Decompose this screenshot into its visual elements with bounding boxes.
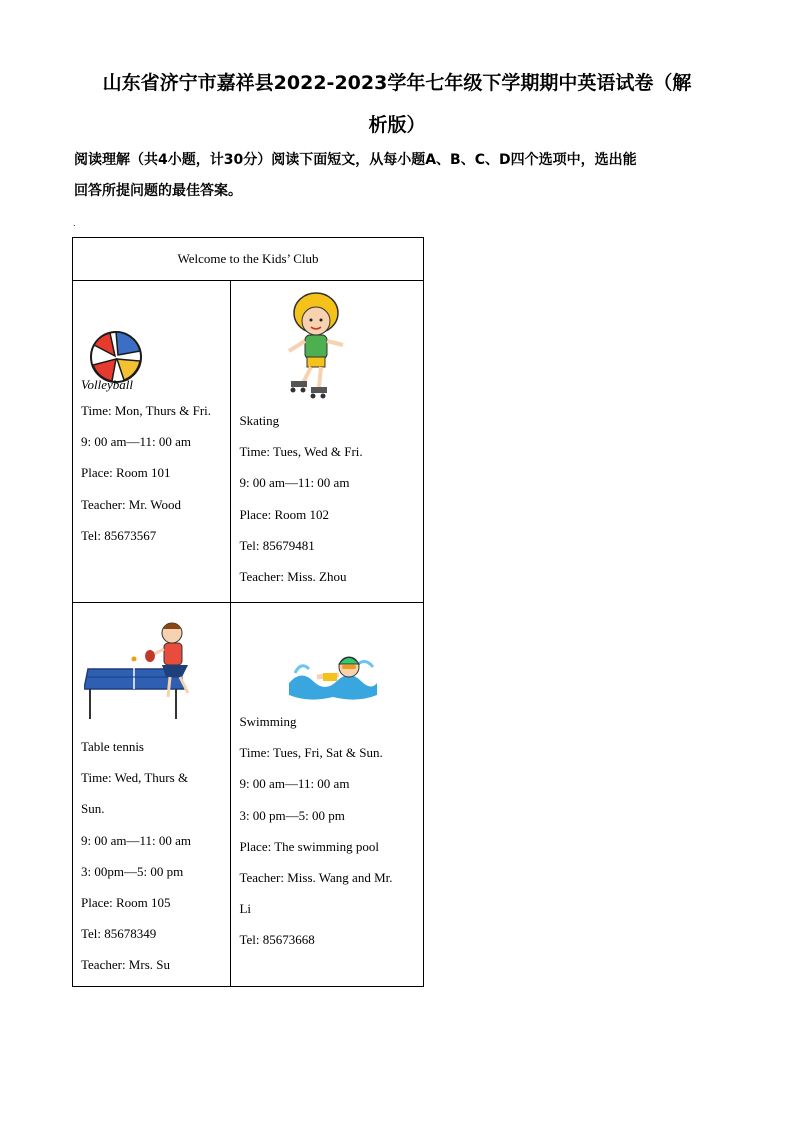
table-tennis-hours-2: 3: 00pm—5: 00 pm bbox=[81, 863, 184, 879]
page-title-line-2: 析版） bbox=[368, 114, 426, 136]
skater-boy-icon bbox=[283, 291, 353, 403]
skating-cell bbox=[231, 281, 424, 603]
swimming-cell bbox=[231, 603, 424, 987]
swimming-time: Time: Tues, Fri, Sat & Sun. bbox=[239, 745, 383, 761]
swimming-hours-1: 9: 00 am—11: 00 am bbox=[239, 776, 350, 792]
skating-teacher: Teacher: Miss. Zhou bbox=[239, 569, 347, 585]
table-tennis-tel: Tel: 85678349 bbox=[81, 926, 157, 942]
table-tennis-place: Place: Room 105 bbox=[81, 895, 171, 911]
table-tennis-cell bbox=[73, 603, 231, 987]
volleyball-tel: Tel: 85673567 bbox=[81, 527, 157, 543]
table-tennis-time-line-2: Sun. bbox=[81, 801, 105, 817]
table-tennis-player-icon bbox=[84, 619, 199, 723]
volleyball-name: Volleyball bbox=[81, 377, 133, 392]
page-title-line-1: 山东省济宁市嘉祥县2022-2023学年七年级下学期期中英语试卷（解 bbox=[102, 72, 692, 94]
stray-dot: . bbox=[73, 219, 76, 228]
page-title bbox=[60, 62, 734, 146]
volleyball-time: Time: Mon, Thurs & Fri. bbox=[81, 403, 212, 418]
swimming-place: Place: The swimming pool bbox=[239, 838, 379, 854]
swimming-hours-2: 3: 00 pm—5: 00 pm bbox=[239, 807, 345, 823]
skating-time: Time: Tues, Wed & Fri. bbox=[239, 444, 363, 460]
swimming-tel: Tel: 85673668 bbox=[239, 932, 315, 948]
swimmer-icon bbox=[287, 647, 379, 703]
instruction-line-1: 阅读理解（共4小题，计30分）阅读下面短文，从每小题A、B、C、D四个选项中，选出能 bbox=[74, 152, 637, 168]
skating-hours: 9: 00 am—11: 00 am bbox=[239, 475, 350, 491]
skating-name: Skating bbox=[239, 413, 280, 428]
volleyball-place: Place: Room 101 bbox=[81, 465, 171, 481]
instruction-line-2: 回答所提问题的最佳答案。 bbox=[74, 183, 242, 199]
swimming-name: Swimming bbox=[239, 714, 297, 729]
table-tennis-time-line-1: Time: Wed, Thurs & bbox=[81, 770, 189, 786]
volleyball-cell bbox=[73, 281, 231, 603]
table-tennis-name: Table tennis bbox=[81, 739, 144, 754]
volleyball-hours: 9: 00 am—11: 00 am bbox=[81, 434, 192, 450]
skating-tel: Tel: 85679481 bbox=[239, 537, 315, 553]
volleyball-teacher: Teacher: Mr. Wood bbox=[81, 496, 181, 512]
kids-club-table bbox=[72, 237, 424, 987]
skating-place: Place: Room 102 bbox=[239, 506, 329, 522]
section-instruction bbox=[74, 145, 724, 207]
table-heading: Welcome to the Kids’ Club bbox=[73, 238, 424, 281]
swimming-teacher-line-2: Li bbox=[239, 901, 251, 917]
table-tennis-teacher: Teacher: Mrs. Su bbox=[81, 957, 170, 973]
table-tennis-hours-1: 9: 00 am—11: 00 am bbox=[81, 832, 192, 848]
swimming-teacher-line-1: Teacher: Miss. Wang and Mr. bbox=[239, 870, 393, 886]
